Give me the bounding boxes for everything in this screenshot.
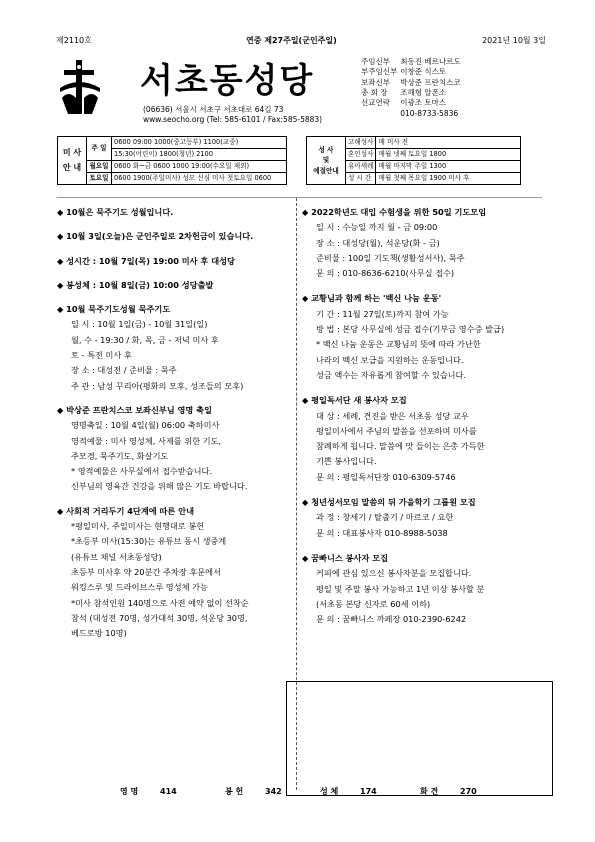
notice-line: 주 관 : 남성 꾸리아(평화의 모후, 성조들의 모후) [71,380,244,391]
mass-day: 월요일 [87,161,112,173]
issue-number: 제2110호 [56,36,92,45]
parish-address-block [143,105,322,125]
mass-times: 15:30(어린이) 1800(청년) 2100 [112,149,287,161]
staff-name: 이광조 토마스 [400,98,447,108]
notice-heading: ◆ 청년성서모임 말씀의 뒤 가을학기 그룹원 모집 [302,497,476,508]
notice-line: 과 정 : 창세기 / 탈출기 / 마르코 / 요한 [316,512,454,523]
notice-line: 평일미사에서 주님의 말씀을 선포하며 미사를 [316,425,477,436]
staff-role: 선교연락 [361,98,390,108]
notice-line: 신부님의 영육간 건강을 위해 많은 기도 바랍니다. [71,481,248,492]
notice-line: *평일미사, 주일미사는 현행대로 봉헌 [71,521,205,532]
notice-heading: ◆ 박상준 프란치스코 보좌신부님 영명 축일 [57,404,213,415]
issue-date: 2021년 10월 3일 [482,36,546,45]
notice-line: 영명축일 : 10월 4일(월) 06:00 축하미사 [71,420,220,431]
stat-label: 봉 헌 [225,787,244,796]
sacrament-key: 혼인성사 [346,149,376,161]
staff-name: 010-8733-5836 [400,108,459,118]
sacrament-table [306,136,521,185]
notice-line: 기쁜 봉사입니다. [316,456,377,467]
sacrament-key: 고해성사 [346,137,376,149]
parish-name: 서초동성당 [140,61,315,101]
staff-role: 보좌신부 [361,77,390,87]
stat-label: 화 견 [420,787,439,796]
notice-line: 참례하게 됩니다. 말씀에 맛 들이는 은총 가득한 [316,441,485,452]
stat-value: 414 [160,787,177,796]
notice-line: 월, 수 - 19:30 / 화, 목, 금 - 저녁 미사 후 [71,334,219,345]
notice-line: 나라의 백신 보급을 지원하는 운동입니다. [316,354,464,365]
notice-heading: ◆ 10월 3일(오늘)은 군인주일로 2차헌금이 있습니다. [57,231,254,242]
sacrament-key: 성 시 간 [346,173,376,185]
notice-line: 주모경, 묵주기도, 화살기도 [71,450,169,461]
sacrament-value: 매월 첫째 목요일 1900 미사 후 [376,173,521,185]
notice-line: 토 - 특전 미사 후 [71,350,132,361]
notice-heading: ◆ 평일독서단 새 봉사자 모집 [302,395,407,406]
stat-value: 174 [360,787,377,796]
staff-list [361,57,464,119]
staff-role [361,109,400,119]
staff-name: 박상준 프란치스코 [400,77,461,87]
notice-line: 문 의 : 대표봉사자 010-8988-5038 [316,527,448,538]
notice-line: 영적예물 : 미사 영성체, 사제를 위한 기도, [71,435,222,446]
staff-name: 이창준 식스토 [400,67,447,77]
mass-day: 주 일 [87,137,112,161]
sacrament-label-1: 성 사 [318,145,334,154]
mass-schedule-table [57,136,287,185]
parish-logo [54,58,106,118]
notice-line: (유튜브 채널 서초동성당) [71,551,162,562]
notice-heading: ◆ 2022학년도 대입 수험생을 위한 50일 기도모임 [302,207,487,217]
notice-line: 문 의 : 010-8636-6210(사무실 접수) [316,268,455,279]
notice-heading: ◆ 사회적 거리두기 4단계에 따른 안내 [57,505,194,516]
sacrament-label [307,137,346,185]
sacrament-value: 매월 마지막 주일 1300 [376,161,521,173]
stat-value: 342 [265,787,282,796]
notice-heading: ◆ 10월은 묵주기도 성월입니다. [57,207,174,217]
notice-line: 워킹스루 및 드라이브스루 영성체 가능 [71,582,208,593]
sacrament-label-3: 예절안내 [313,166,339,175]
left-column [57,205,292,641]
notice-line: 방 법 : 본당 사무실에 성금 접수(기부금 영수증 발급) [316,324,505,335]
notice-line: (서초동 본당 신자로 60세 이하) [316,598,431,609]
parish-contact: www.seocho.org (Tel: 585-6101 / Fax:585-5883) [143,115,323,125]
section-divider [57,197,542,198]
notice-line: *초등부 미사(15:30)는 유튜브 동시 생중계 [71,536,227,547]
staff-role: 총 회 장 [361,88,388,98]
mass-label: 미 사 안 내 [58,137,87,185]
parish-address: (06636) 서울시 서초구 서초대로 64길 73 [143,105,284,114]
top-line [56,36,546,46]
notice-box [286,681,553,796]
notice-heading: ◆ 꿈빠니스 봉사자 모집 [302,552,389,563]
notice-heading: ◆ 교황님과 함께 하는 '백신 나눔 운동' [302,293,442,304]
staff-name: 최동진 베르나르도 [400,57,461,66]
notice-heading: ◆ 10월 묵주기도성월 묵주기도 [57,304,171,315]
notice-line: 대 상 : 세례, 견진을 받은 서초동 성당 교우 [316,410,469,421]
mass-times: 0600 1900(주일미사) 성모 신심 미사 첫토요일 0600 [112,173,287,185]
notice-line: *미사 참석인원 140명으로 사전 예약 없이 선착순 [71,597,249,608]
notice-line: 일 시 : 10월 1일(금) - 10월 31일(일) [71,319,208,330]
notice-heading: ◆ 성시간 : 10월 7일(목) 19:00 미사 후 대성당 [57,255,235,266]
notice-line: 문 의 : 꿈빠니스 까페장 010-2390-6242 [316,614,467,625]
notice-line: 참석 (대성전 70명, 성가대석 30명, 석운당 30명, [71,612,248,623]
notice-line: * 영적예물은 사무실에서 접수받습니다. [71,466,213,477]
notice-line: 평일 및 주말 봉사 가능하고 1년 이상 봉사할 분 [316,583,485,594]
sacrament-key: 유아세례 [346,161,376,173]
notice-line: 성금 액수는 자유롭게 참여할 수 있습니다. [316,369,467,380]
stat-label: 영 명 [120,787,139,796]
notice-line: 커피에 관심 있으신 봉사자분을 모집합니다. [316,568,472,579]
notice-line: 장 소 : 대성전 / 준비물 : 묵주 [71,365,177,376]
notice-line: 베드로방 10명) [71,628,127,639]
sacrament-value: 매 미사 전 [376,137,521,149]
staff-role: 주임신부 [361,57,390,66]
notice-line: 일 시 : 수능일 까지 월 - 금 09:00 [316,222,438,233]
mass-times: 0600 화~금 0600 1000 19:00(수요일 제외) [112,161,287,173]
notice-line: 초등부 미사후 약 20분간 주차장 후문에서 [71,566,221,577]
sacrament-label-2: 및 [322,156,330,165]
notice-line: 기 간 : 11월 27일(토)까지 참여 가능 [316,308,449,319]
notice-line: 준비물 : 100일 기도책(생활성서사), 묵주 [316,252,465,263]
stat-label: 성 체 [320,787,339,796]
notice-line: * 백신 나눔 운동은 교황님의 뜻에 따라 가난한 [316,339,481,350]
stat-value: 270 [460,787,477,796]
staff-name: 조해형 알폰소 [400,88,447,98]
staff-role: 부주임신부 [361,67,398,77]
sacrament-value: 매월 넷째 토요일 1800 [376,149,521,161]
notice-heading: ◆ 봉성체 : 10월 8일(금) 10:00 성당출발 [57,279,214,290]
right-column [302,205,552,627]
notice-line: 장 소 : 대성당(월), 석운당(화 - 금) [316,237,440,248]
liturgical-week: 연중 제27주일(군인주일) [246,36,337,45]
mass-day: 토요일 [87,173,112,185]
mass-times: 0600 09:00 1000(중고등부) 1100(교중) [112,137,287,149]
notice-line: 문 의 : 평일독서단장 010-6309-5746 [316,471,456,482]
